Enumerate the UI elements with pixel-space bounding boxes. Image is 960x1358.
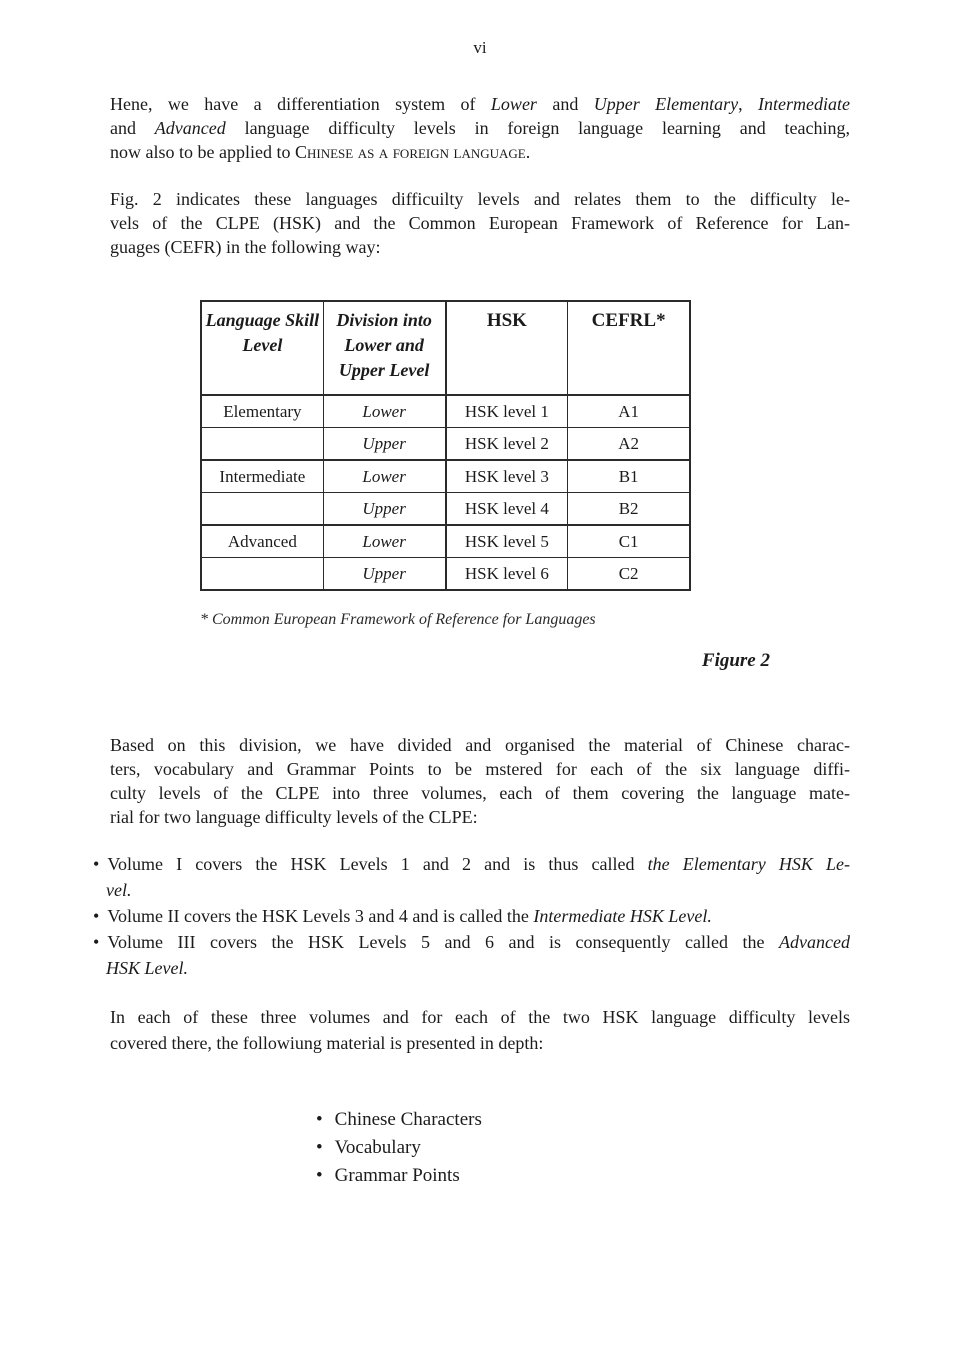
text-line	[110, 187, 850, 211]
table-cell: C2	[568, 558, 690, 591]
table-cell: Upper	[323, 428, 445, 461]
text-run: Intermediate	[758, 94, 851, 114]
paragraph-materials-intro	[110, 1004, 850, 1056]
paragraph-fig2-reference	[110, 187, 850, 259]
table-row	[201, 525, 690, 558]
table-cell: Upper	[323, 558, 445, 591]
text-line	[110, 211, 850, 235]
text-run: Fig. 2 indicates these languages difficuilty levels and relates them to the difficulty le-	[110, 189, 850, 209]
text-run: now also to be applied to	[110, 142, 295, 162]
text-line	[110, 116, 850, 140]
table-cell: Lower	[323, 460, 445, 493]
text-run: ,	[738, 94, 759, 114]
bullet-icon: •	[93, 932, 100, 952]
text-line	[110, 781, 850, 805]
text-line	[110, 805, 850, 829]
text-run: language difficulty levels in foreign language learning and teaching,	[225, 118, 850, 138]
bullet-icon: •	[316, 1109, 323, 1130]
text-run: .	[525, 142, 531, 162]
text-run: Advanced	[154, 118, 226, 138]
bullet-icon: •	[316, 1137, 323, 1158]
text-run: rial for two language difficulty levels of the CLPE:	[110, 807, 478, 827]
paragraph-volumes	[110, 733, 850, 829]
text-run: Advanced	[779, 932, 850, 952]
text-run: In each of these three volumes and for each of the two HSK language difficulty levels	[110, 1007, 850, 1027]
text-run: Hene, we have a differentiation system of	[110, 94, 491, 114]
material-item	[316, 1134, 960, 1162]
text-line	[110, 757, 850, 781]
material-item	[316, 1162, 960, 1190]
material-label: Vocabulary	[334, 1137, 421, 1158]
text-run: Chinese as a foreign language	[294, 142, 526, 162]
text-run: Based on this division, we have divided and organised the material of Chinese charac-	[110, 735, 850, 755]
table-cell: HSK level 5	[446, 525, 568, 558]
text-line	[110, 733, 850, 757]
text-run: Volume II covers the HSK Levels 3 and 4 and is called the	[107, 906, 534, 926]
text-run: covered there, the followiung material is presented in depth:	[110, 1033, 544, 1053]
figure-caption: Figure 2	[701, 650, 770, 671]
text-line	[106, 955, 850, 981]
table-cell: HSK level 4	[446, 493, 568, 526]
table-cell: C1	[568, 525, 690, 558]
table-row	[201, 395, 690, 428]
table-cell	[201, 558, 323, 591]
text-run: and	[536, 94, 594, 114]
table-cell: HSK level 2	[446, 428, 568, 461]
header-cell-division: Division into Lower and Upper Level	[323, 301, 445, 395]
text-run: guages (CEFR) in the following way:	[110, 237, 381, 257]
material-label: Chinese Characters	[334, 1109, 482, 1130]
table-cell	[201, 428, 323, 461]
table-cell: HSK level 6	[446, 558, 568, 591]
volume-item	[93, 903, 850, 929]
text-run: HSK Level.	[106, 958, 188, 978]
volume-item	[93, 929, 850, 981]
table-row	[201, 460, 690, 493]
text-line	[93, 903, 850, 929]
table-cell: HSK level 3	[446, 460, 568, 493]
header-cell-hsk: HSK	[446, 301, 568, 395]
header-cell-cefrl: CEFRL*	[568, 301, 690, 395]
text-line	[110, 92, 850, 116]
table-cell	[201, 493, 323, 526]
material-label: Grammar Points	[334, 1165, 460, 1186]
bullet-icon: •	[93, 906, 100, 926]
text-line	[110, 235, 850, 259]
table-cell: B2	[568, 493, 690, 526]
table-cell: Intermediate	[201, 460, 323, 493]
table-cell: HSK level 1	[446, 395, 568, 428]
table-cell: Advanced	[201, 525, 323, 558]
text-line	[110, 1030, 850, 1056]
figure-footnote: * Common European Framework of Reference for Languages	[200, 611, 596, 628]
material-item	[316, 1106, 960, 1134]
table-cell: B1	[568, 460, 690, 493]
bullet-icon: •	[93, 854, 100, 874]
text-line	[93, 851, 850, 877]
text-run: Lower	[490, 94, 537, 114]
text-run: Volume I covers the HSK Levels 1 and 2 and is thus called	[107, 854, 648, 874]
table-cell: Upper	[323, 493, 445, 526]
table-cell: A1	[568, 395, 690, 428]
text-line	[106, 877, 850, 903]
table-cell: Elementary	[201, 395, 323, 428]
text-run: the Elementary HSK Le-	[647, 854, 850, 874]
page-number: vi	[473, 38, 487, 57]
table-row	[201, 428, 690, 461]
table-cell: Lower	[323, 525, 445, 558]
text-run: Volume III covers the HSK Levels 5 and 6 and is consequently called the	[107, 932, 780, 952]
text-run: and	[110, 118, 155, 138]
table-row	[201, 493, 690, 526]
material-list	[316, 1106, 960, 1190]
text-run: vel.	[106, 880, 132, 900]
figure-table	[200, 300, 691, 591]
text-run: culty levels of the CLPE into three volumes, each of them covering the language mate-	[110, 783, 850, 803]
header-cell-language-skill-level: Language Skill Level	[201, 301, 323, 395]
text-line	[93, 929, 850, 955]
volume-list	[93, 851, 850, 981]
table-cell: A2	[568, 428, 690, 461]
text-run: vels of the CLPE (HSK) and the Common European Framework of Reference for Lan-	[110, 213, 850, 233]
table-header-row	[201, 301, 690, 395]
text-run: ters, vocabulary and Grammar Points to be mstered for each of the six language diffi-	[110, 759, 850, 779]
table-body	[201, 395, 690, 590]
table-cell: Lower	[323, 395, 445, 428]
text-run: Intermediate HSK Level.	[533, 906, 712, 926]
volume-item	[93, 851, 850, 903]
text-line	[110, 1004, 850, 1030]
text-run: Upper Elementary	[593, 94, 739, 114]
bullet-icon: •	[316, 1165, 323, 1186]
text-line	[110, 140, 850, 164]
table-row	[201, 558, 690, 591]
paragraph-intro	[110, 92, 850, 164]
